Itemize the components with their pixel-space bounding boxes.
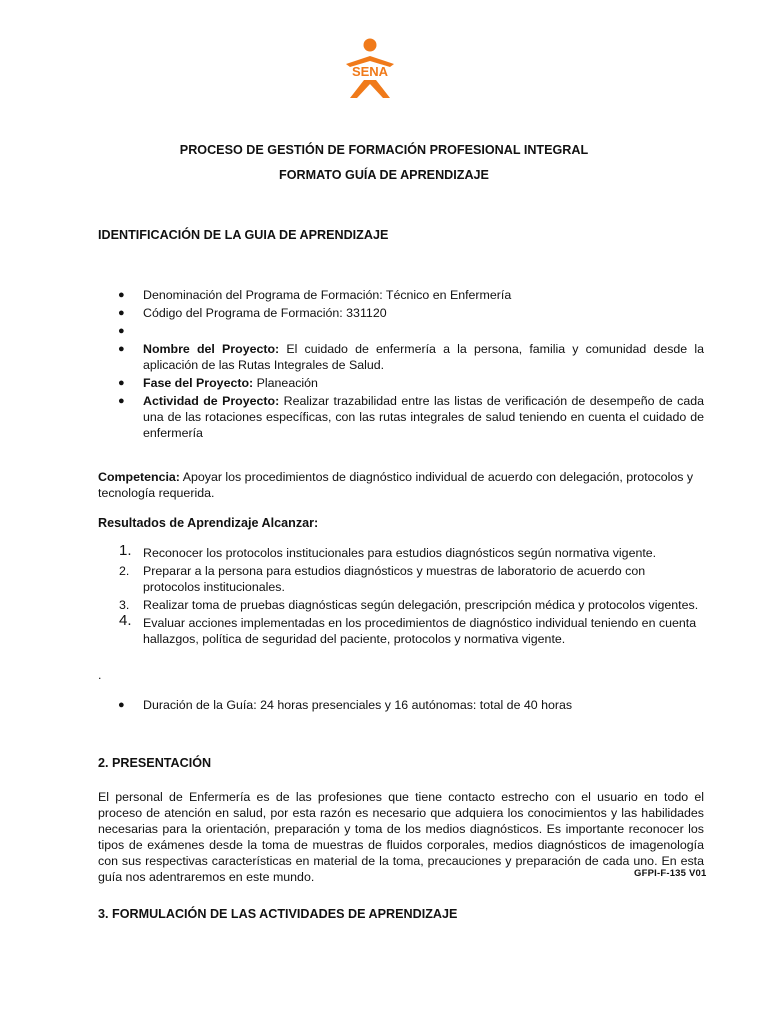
identification-heading: IDENTIFICACIÓN DE LA GUIA DE APRENDIZAJE xyxy=(98,228,389,242)
list-item xyxy=(98,323,704,339)
bullet-icon: ● xyxy=(118,343,125,355)
bullet-icon: ● xyxy=(118,377,125,389)
list-item: ● Nombre del Proyecto: El cuidado de enfermería a la persona, familia y comunidad desde la aplicación de las Rutas Integrales de Salud. xyxy=(118,342,704,372)
list-item: 4. Evaluar acciones implementadas en los procedimientos de diagnóstico individual teniendo en cuenta hallazgos, política de seguridad del paciente, protocolos y normativa vigente. xyxy=(119,612,697,646)
presentacion-heading: 2. PRESENTACIÓN xyxy=(98,756,212,770)
competencia-paragraph: Competencia: Apoyar los procedimientos de diagnóstico individual de acuerdo con delegación, protocolos y tecnología requerida. xyxy=(98,470,694,500)
bullet-icon: ● xyxy=(118,307,125,319)
resultados-heading: Resultados de Aprendizaje Alcanzar: xyxy=(98,516,319,530)
identification-list xyxy=(98,287,704,443)
list-item: 2. Preparar a la persona para estudios diagnósticos y muestras de laboratorio de acuerdo con protocolos institucionales. xyxy=(119,564,646,594)
stray-dot: . xyxy=(98,668,102,682)
document-title: PROCESO DE GESTIÓN DE FORMACIÓN PROFESIONAL INTEGRAL xyxy=(179,143,589,157)
list-item: ● Código del Programa de Formación: 331120 xyxy=(118,306,387,320)
bullet-icon: ● xyxy=(118,699,125,711)
list-item: ● Duración de la Guía: 24 horas presenciales y 16 autónomas: total de 40 horas xyxy=(118,698,573,712)
list-item: ● Denominación del Programa de Formación: Técnico en Enfermería xyxy=(118,288,512,302)
list-item: ● Fase del Proyecto: Planeación xyxy=(118,376,318,390)
document-subtitle: FORMATO GUÍA DE APRENDIZAJE xyxy=(279,168,489,182)
list-item: ● Actividad de Proyecto: Realizar trazabilidad entre las listas de verificación de desempeño de cada una de las rotaciones específicas, con las rutas integrales de salud teniendo en cuenta el cuidado de enfermería xyxy=(118,394,704,440)
resultados-list xyxy=(98,542,704,649)
form-code: GFPI-F-135 V01 xyxy=(634,868,707,879)
formulacion-heading: 3. FORMULACIÓN DE LAS ACTIVIDADES DE APRENDIZAJE xyxy=(98,907,458,921)
bullet-icon: ● xyxy=(118,289,125,301)
list-item: 1. Reconocer los protocolos institucionales para estudios diagnósticos según normativa vigente. xyxy=(119,542,657,560)
presentacion-paragraph: El personal de Enfermería es de las profesiones que tiene contacto estrecho con el usuario en todo el proceso de atención en salud, por esta razón es necesario que adquiera los conocimientos y las habilidades necesarias para la orientación, preparación y toma de los medios diagnósticos. Es importante reconocer los tipos de exámenes desde la toma de muestras de fluidos corporales, medios diagnósticos de imagenología con sus respectivas características en material de la toma, precauciones y preparación de cada uno. En esta guía nos adentraremos en este mundo. xyxy=(98,790,704,884)
bullet-icon: ● xyxy=(118,325,125,337)
sena-logo xyxy=(340,36,400,100)
list-item: 3. Realizar toma de pruebas diagnósticas según delegación, prescripción médica y protocolos vigentes. xyxy=(119,598,699,612)
sena-logo-icon xyxy=(340,36,400,100)
svg-text:SENA: SENA xyxy=(351,64,389,79)
duracion-list xyxy=(98,697,704,713)
bullet-icon: ● xyxy=(118,395,125,407)
